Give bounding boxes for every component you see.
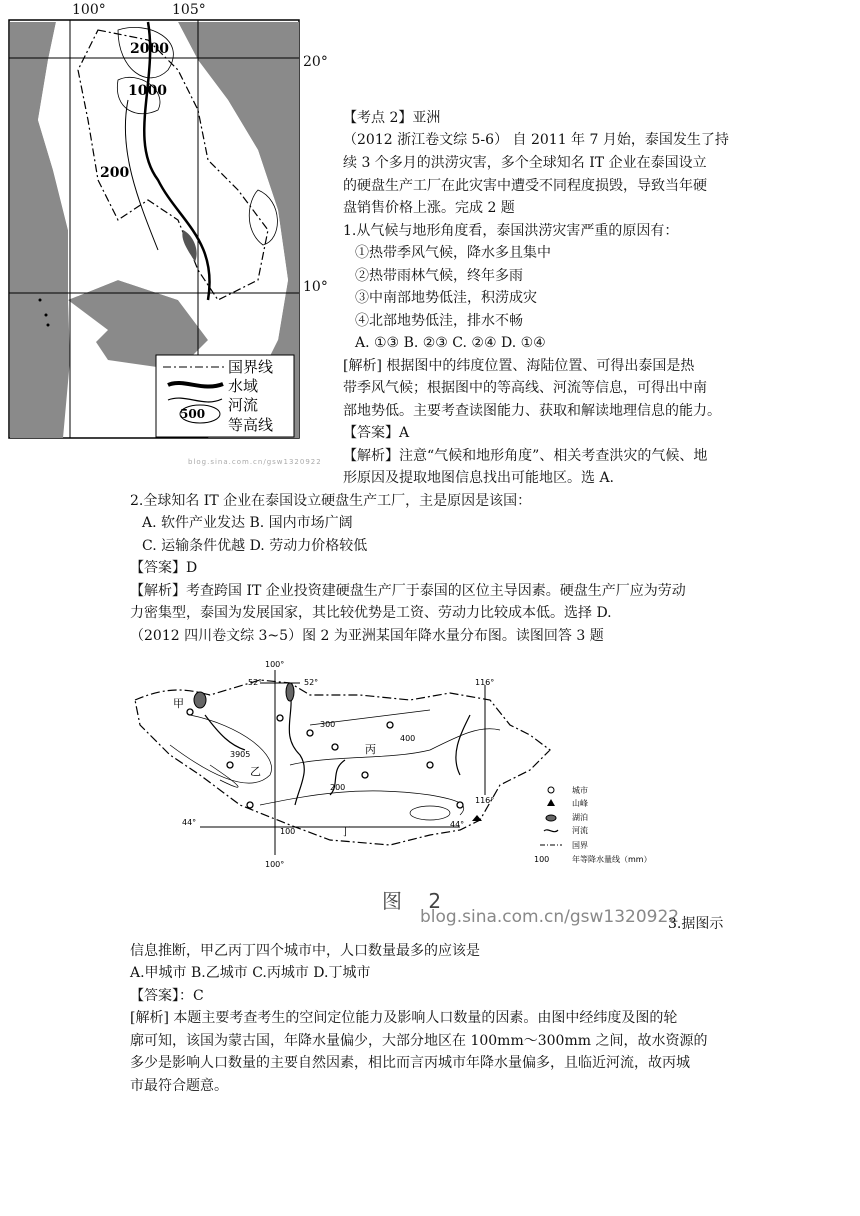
para-line: 多少是影响人口数量的主要自然因素，相比而言丙城市年降水量偏多，且临近河流，故丙城: [130, 1055, 690, 1071]
choices-line: C. 运输条件优越 D. 劳动力价格较低: [142, 538, 368, 554]
isohyet-300: 300: [320, 720, 336, 729]
question-3: 3.据图示: [668, 916, 724, 932]
legend-contour-value: 500: [180, 407, 206, 421]
map2-lat-44-right: 44°: [450, 820, 465, 829]
isohyet-400: 400: [400, 734, 416, 743]
answer-line: 【答案】A: [343, 425, 410, 441]
para-line: [解析] 根据图中的纬度位置、海陆位置、可得出泰国是热: [343, 358, 695, 374]
para-line: [解析] 本题主要考查考生的空间定位能力及影响人口数量的因素。由图中经纬度及图的轮: [130, 1010, 678, 1026]
figure-2-caption: 图 2: [382, 889, 452, 913]
option-line: ④北部地势低洼，排水不畅: [355, 313, 523, 329]
legend-iso-sample: 100: [534, 855, 550, 864]
para-line: 信息推断，甲乙丙丁四个城市中，人口数量最多的应该是: [130, 943, 480, 959]
legend-border: 国界: [572, 841, 588, 850]
map1-lat-10: 10°: [303, 279, 328, 295]
map2-lon-116-bottom: 116°: [475, 796, 495, 805]
map2-lat-44-left: 44°: [182, 818, 197, 827]
legend-lake: 湖泊: [572, 813, 588, 822]
legend-river: 河流: [572, 826, 588, 835]
question-1: 1.从气候与地形角度看，泰国洪涝灾害严重的原因有：: [343, 223, 679, 239]
para-line: 【解析】考查跨国 IT 企业投资建硬盘生产厂于泰国的区位主导因素。硬盘生产厂应为劳动: [130, 583, 686, 599]
map1-lon-105: 105°: [172, 2, 206, 18]
legend-contour: 等高线: [228, 416, 274, 434]
contour-200: 200: [100, 165, 130, 181]
isohyet-100: 100: [280, 827, 296, 836]
legend-river: 河流: [228, 396, 259, 414]
city-yi: 乙: [250, 765, 261, 778]
contour-2000: 2000: [130, 41, 169, 57]
question-2: 2.全球知名 IT 企业在泰国设立硬盘生产工厂，主是原因是该国：: [130, 493, 532, 509]
para-line: 市最符合题意。: [130, 1078, 228, 1094]
map1-lon-100: 100°: [72, 2, 106, 18]
choices-line: A.甲城市 B.乙城市 C.丙城市 D.丁城市: [130, 965, 371, 981]
map2-lat-52-left: 52°: [248, 678, 263, 687]
topic-heading: 【考点 2】亚洲: [343, 110, 441, 126]
option-line: ①热带季风气候，降水多且集中: [355, 245, 551, 261]
choices-line: A. 软件产业发达 B. 国内市场广阔: [142, 515, 353, 531]
para-line: （2012 浙江卷文综 5-6） 自 2011 年 7 月始，泰国发生了持: [343, 132, 729, 148]
para-line: 续 3 个多月的洪涝灾害，多个全球知名 IT 企业在泰国设立: [343, 155, 707, 171]
city-ding: 丁: [340, 825, 351, 838]
para-line: 部地势低。主要考查读图能力、获取和解读地理信息的能力。: [343, 403, 721, 419]
option-line: ③中南部地势低洼，积涝成灾: [355, 290, 537, 306]
legend-isohyet: 年等降水量线（mm）: [572, 855, 652, 864]
para-line: 力密集型，泰国为发展国家，其比较优势是工资、劳动力比较成本低。选择 D.: [130, 605, 612, 621]
answer-line: 【答案】D: [130, 560, 198, 576]
thailand-map: [8, 0, 301, 440]
option-line: ②热带雨林气候，终年多雨: [355, 268, 523, 284]
para-line: 形原因及提取地图信息找出可能地区。选 A.: [343, 470, 615, 486]
para-line: 带季风气候；根据图中的等高线、河流等信息，可得出中南: [343, 380, 707, 396]
isohyet-200: 200: [330, 783, 346, 792]
map2-lon-116-top: 116°: [475, 678, 495, 687]
para-line: 【解析】注意“气候和地形角度”、相关考查洪灾的气候、地: [343, 448, 708, 464]
map2-lat-52-right: 52°: [304, 678, 319, 687]
legend-peak: 山峰: [572, 799, 588, 808]
contour-1000: 1000: [128, 83, 167, 99]
map2-lon-100-bottom: 100°: [265, 860, 285, 869]
legend-water: 水域: [228, 377, 259, 395]
legend-border: 国界线: [228, 358, 274, 376]
legend-city: 城市: [572, 786, 588, 795]
choices-line: A. ①③ B. ②③ C. ②④ D. ①④: [355, 335, 546, 351]
map2-lon-100-top: 100°: [265, 660, 285, 669]
para-line: 盘销售价格上涨。完成 2 题: [343, 200, 515, 216]
para-line: （2012 四川卷文综 3~5）图 2 为亚洲某国年降水量分布图。读图回答 3 题: [130, 628, 604, 644]
watermark-bottom: blog.sina.com.cn/gsw1320922: [420, 907, 680, 927]
peak-elevation: 3905: [230, 750, 251, 759]
answer-line: 【答案】：C: [130, 988, 204, 1004]
watermark-top: blog.sina.com.cn/gsw1320922: [188, 458, 322, 466]
map1-lat-20: 20°: [303, 54, 328, 70]
para-line: 廓可知，该国为蒙古国，年降水量偏少，大部分地区在 100mm～300mm 之间，故水资源的: [130, 1033, 708, 1049]
city-bing: 丙: [365, 743, 376, 756]
mongolia-precipitation-map: [130, 655, 670, 915]
para-line: 的硬盘生产工厂在此灾害中遭受不同程度损毁，导致当年硬: [343, 178, 707, 194]
city-jia: 甲: [173, 697, 184, 710]
